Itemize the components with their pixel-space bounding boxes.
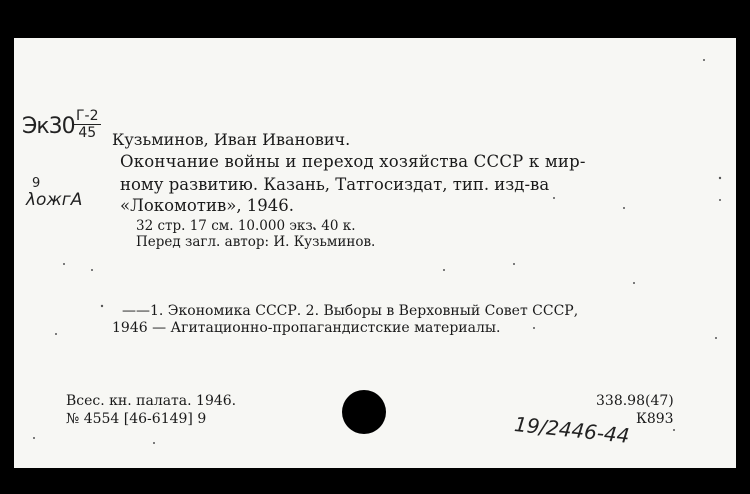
publisher-chamber-line: Всес. кн. палата. 1946. — [66, 393, 237, 409]
author-heading: Кузьминов, Иван Иванович. — [112, 130, 351, 149]
call-number-denominator: 45 — [78, 125, 97, 141]
title-line-3: «Локомотив», 1946. — [120, 196, 295, 215]
title-line-1: Окончание войны и переход хозяйства СССР к мир- — [120, 152, 586, 171]
handwritten-note-number: 9 — [32, 176, 41, 191]
call-number-fraction — [74, 108, 101, 141]
punch-hole — [342, 390, 386, 434]
classification-number: 338.98(47) — [596, 393, 674, 409]
handwritten-note-scrawl: λожгА — [26, 190, 83, 210]
catalog-card — [14, 38, 736, 468]
call-number-numerator: Г-2 — [76, 108, 99, 124]
collation-line-2: Перед загл. автор: И. Кузьминов. — [136, 234, 376, 250]
cutter-number: К893 — [636, 411, 674, 427]
subject-headings-line-1: ——1. Экономика СССР. 2. Выборы в Верховный Совет СССР, — [122, 303, 579, 319]
title-line-2: ному развитию. Казань, Татгосиздат, тип. изд-ва — [120, 175, 550, 194]
call-number-handwritten: Эк30 — [22, 114, 75, 139]
handwritten-stamp-number: 19/2446-44 — [513, 412, 631, 448]
subject-headings-line-2: 1946 — Агитационно-пропагандистские материалы. — [112, 320, 501, 336]
collation-line-1: 32 стр. 17 см. 10.000 экз. 40 к. — [136, 218, 356, 234]
registration-number-line: № 4554 [46-6149] 9 — [66, 411, 207, 427]
